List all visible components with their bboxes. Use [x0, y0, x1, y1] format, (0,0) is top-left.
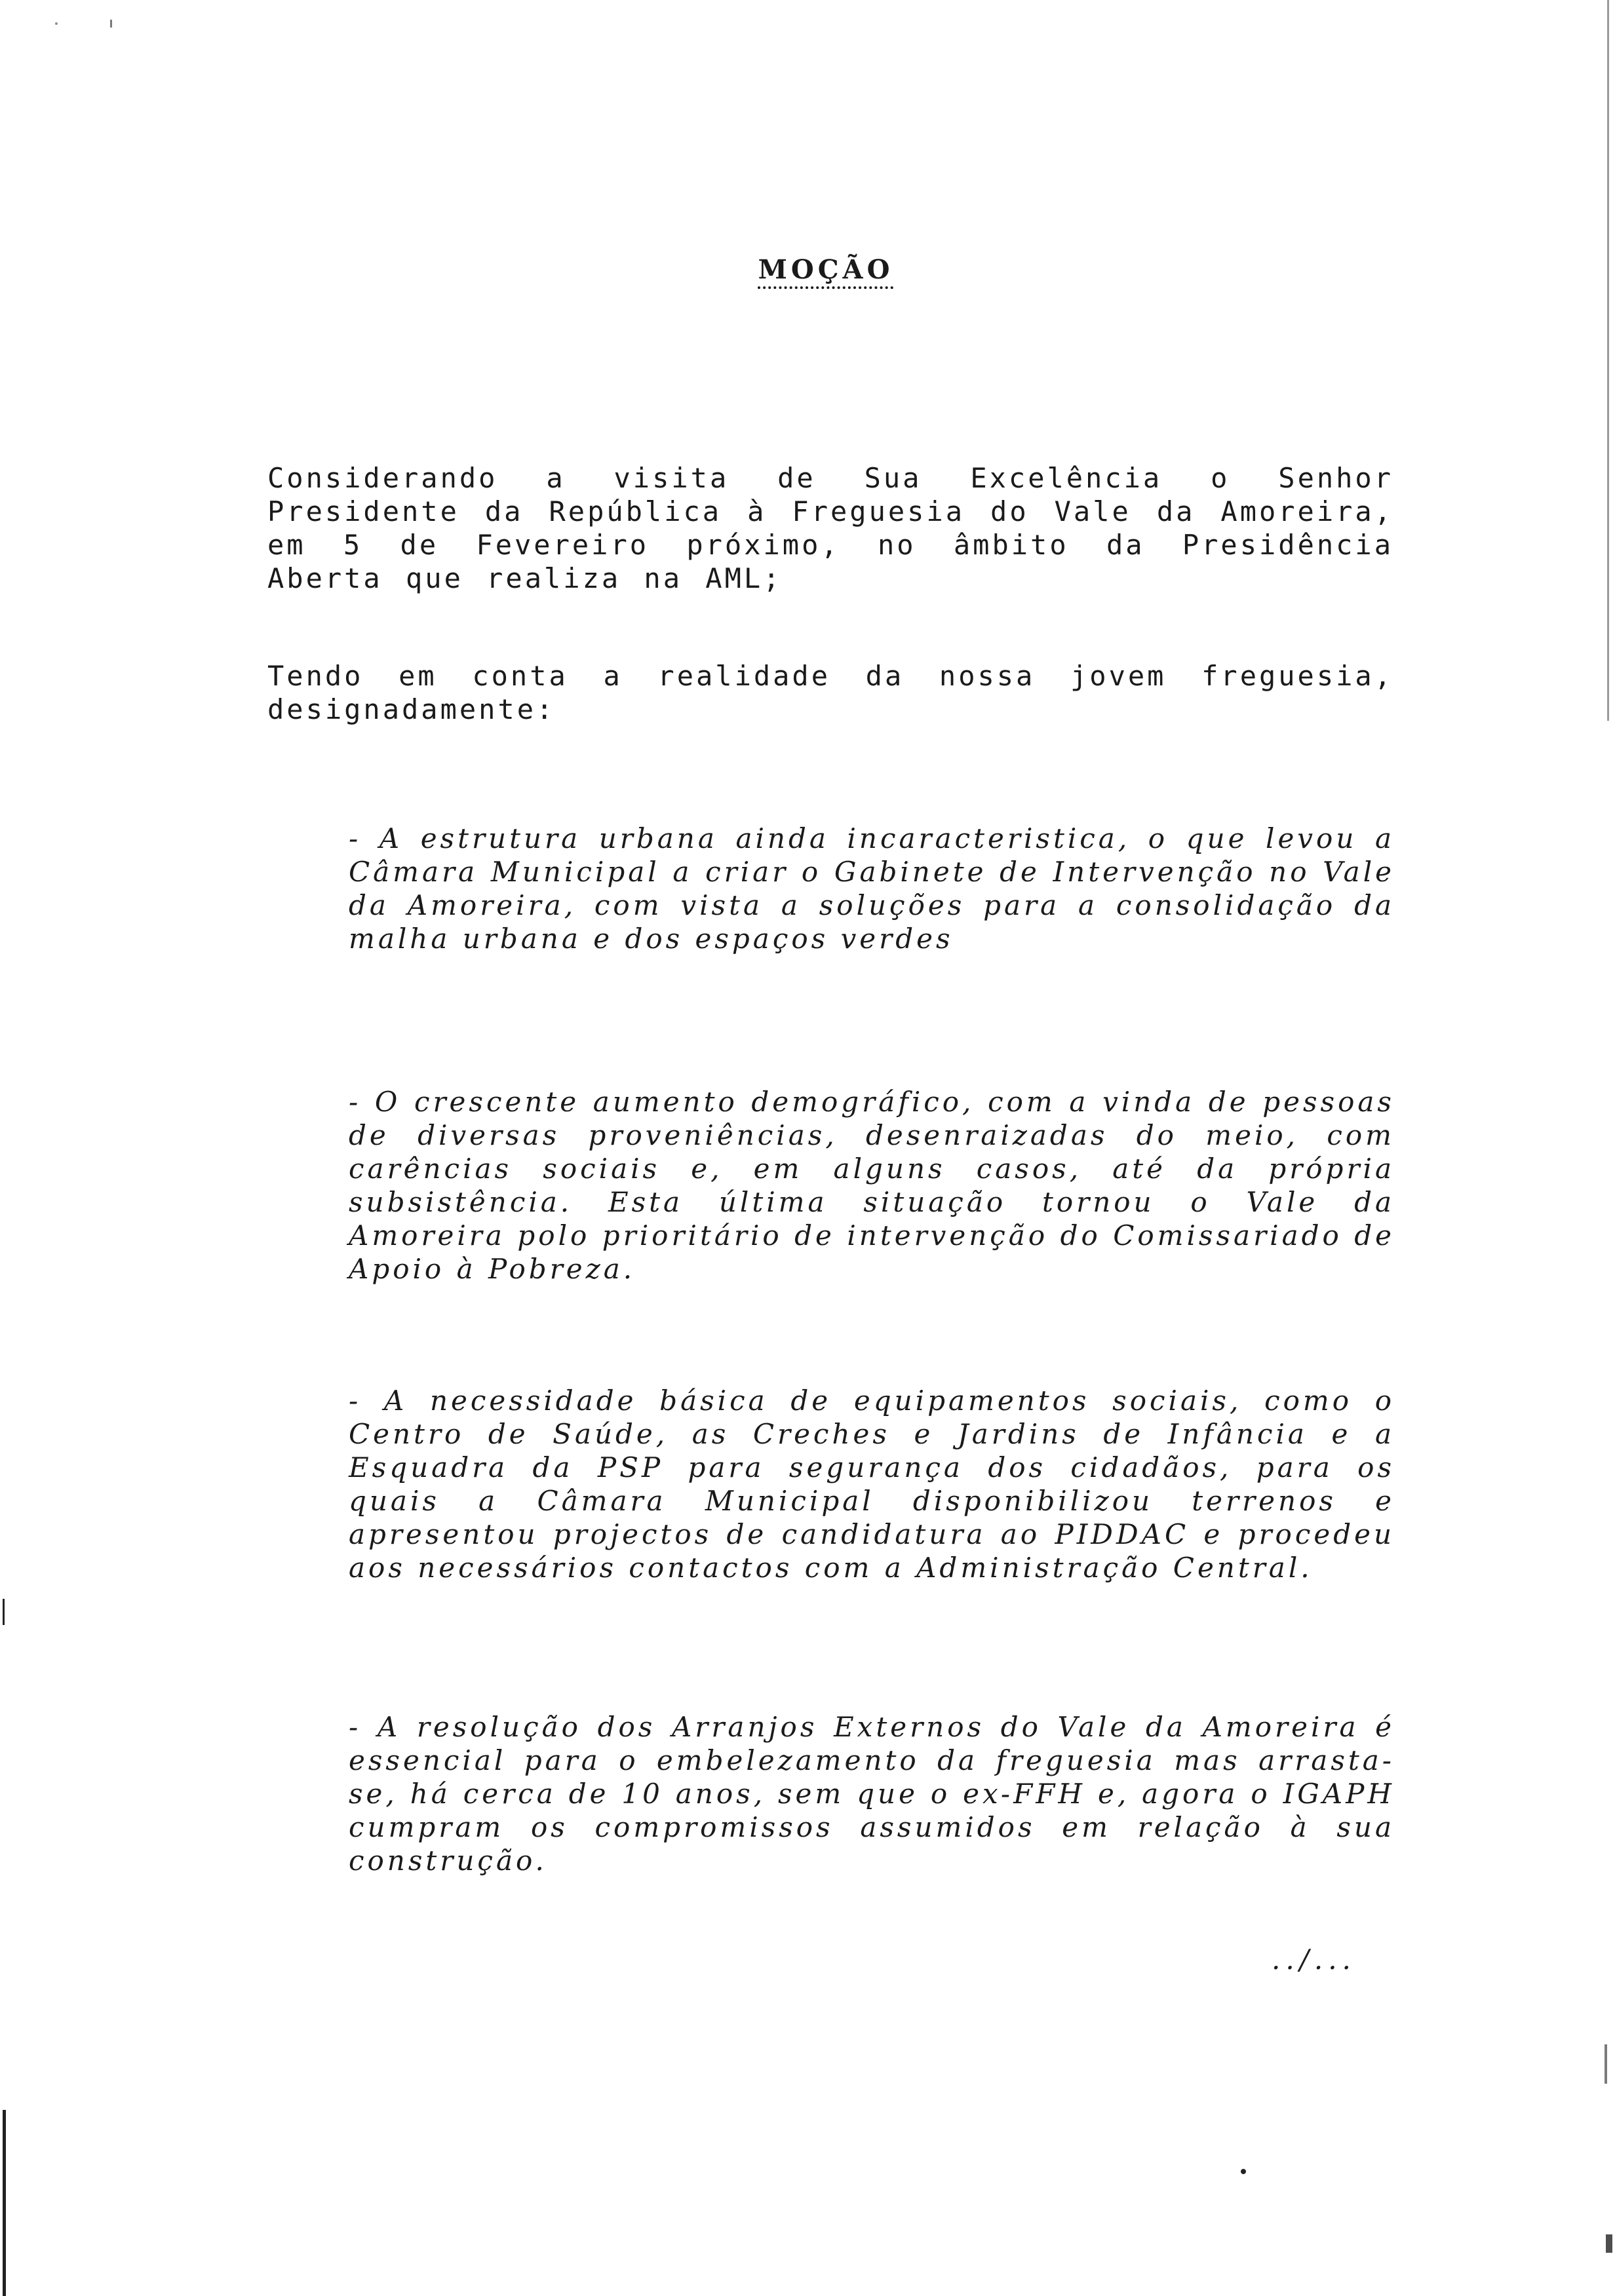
- paragraph-tendo-em-conta: Tendo em conta a realidade da nossa jovem freguesia, designadamente:: [267, 660, 1393, 725]
- continuation-mark: ../...: [1272, 1943, 1356, 1976]
- list-item-equipamentos-sociais: - A necessidade básica de equipamentos sociais, como o Centro de Saúde, as Creches e Jardins de Infância e a Esquadra da PSP para segurança dos cidadãos, para os quais a Câmara Municipal disponibilizou terrenos e apresentou projectos de candidatura ao PIDDAC e procedeu aos necessários contactos com a Administração Central.: [349, 1385, 1395, 1584]
- scan-speck: [1241, 2169, 1246, 2174]
- scan-speck: [1606, 2234, 1612, 2253]
- scan-edge-left: [3, 2110, 6, 2296]
- list-item-estrutura-urbana: - A estrutura urbana ainda incaracteristica, o que levou a Câmara Municipal a criar o Gabinete de Intervenção no Vale da Amoreira, com vista a soluções para a consolidação da malha urbana e dos espaços verdes: [349, 822, 1395, 955]
- scan-speck: [110, 20, 112, 28]
- scan-speck: [1605, 2044, 1607, 2084]
- paragraph-considerando: Considerando a visita de Sua Excelência o Senhor Presidente da República à Freguesia do Vale da Amoreira, em 5 de Fevereiro próximo, no âmbito da Presidência Aberta que realiza na AML;: [267, 462, 1393, 594]
- list-item-aumento-demografico: - O crescente aumento demográfico, com a vinda de pessoas de diversas proveniências, desenraizadas do meio, com carências sociais e, em alguns casos, até da própria subsistência. Esta última situação tornou o Vale da Amoreira polo prioritário de intervenção do Comissariado de Apoio à Pobreza.: [349, 1086, 1395, 1285]
- document-title: MOÇÃO: [758, 254, 894, 285]
- list-item-arranjos-externos: - A resolução dos Arranjos Externos do Vale da Amoreira é essencial para o embelezamento da freguesia mas arrasta-se, há cerca de 10 anos, sem que o ex-FFH e, agora o IGAPH cumpram os compromissos assumidos em relação à sua construção.: [349, 1711, 1395, 1877]
- scan-speck: [55, 22, 58, 25]
- scan-edge-left-small: [3, 1599, 5, 1625]
- scan-edge-right: [1607, 0, 1609, 721]
